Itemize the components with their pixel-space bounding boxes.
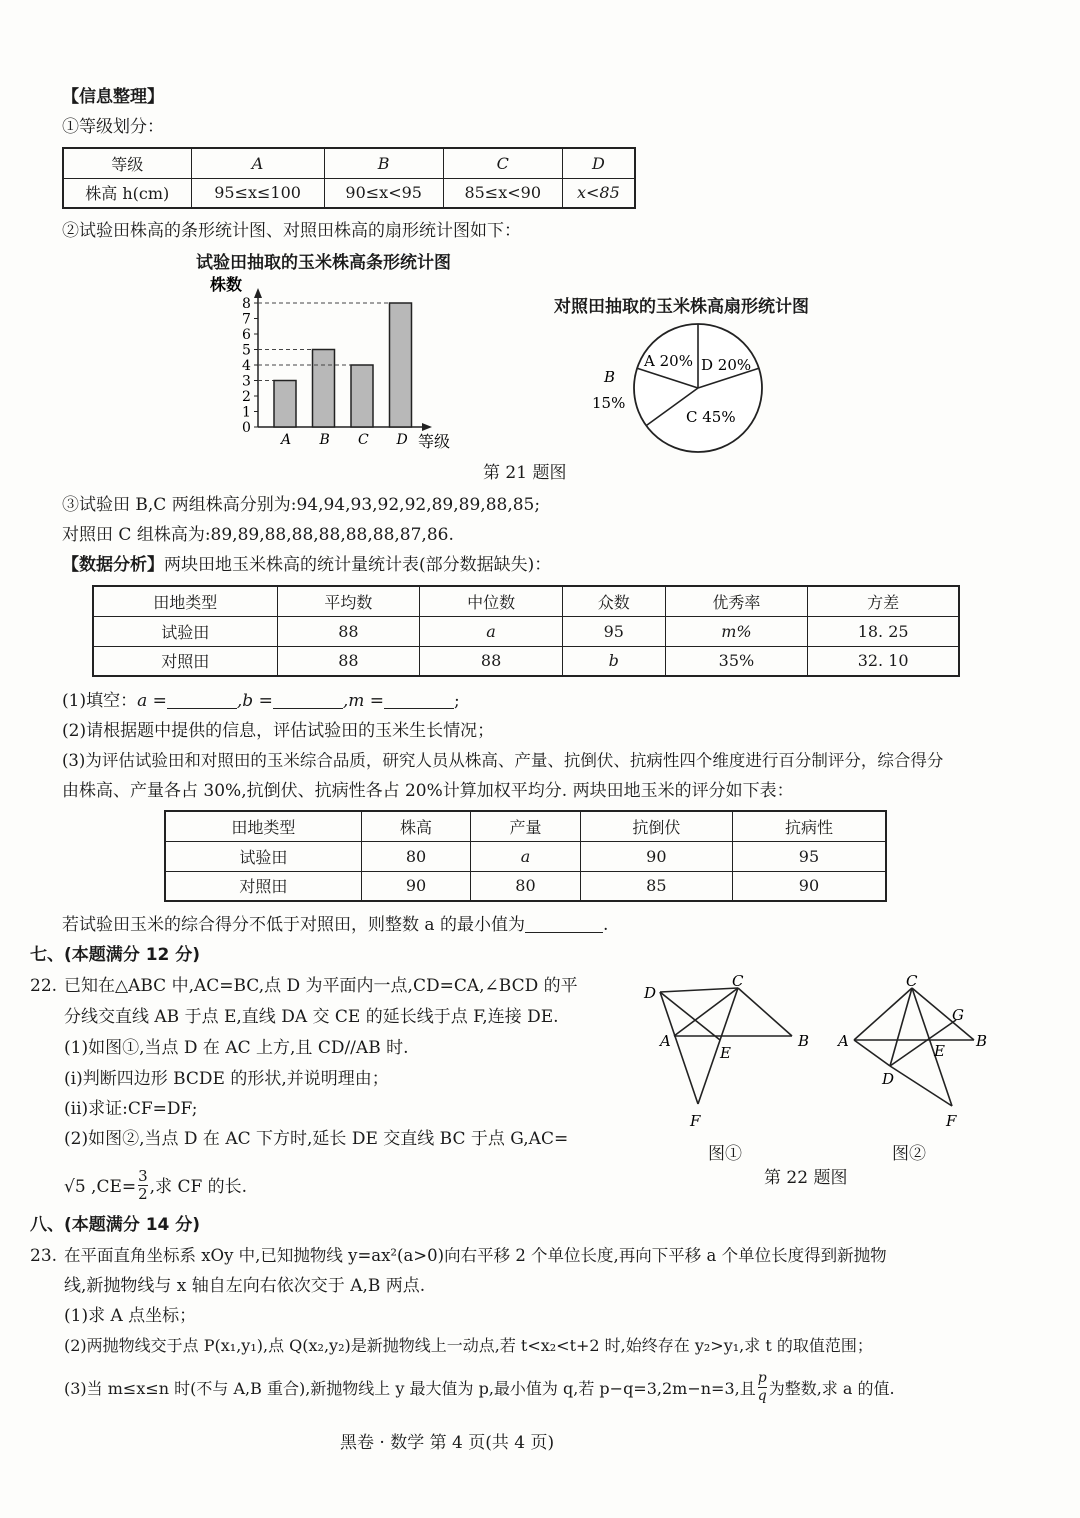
bar-chart-title: 试验田抽取的玉米株高条形统计图 [196, 253, 451, 273]
stats-table [92, 585, 960, 677]
table-row [165, 811, 886, 841]
bar-B [313, 350, 335, 428]
table-cell: 95 [732, 841, 886, 871]
y-tick-label: 3 [242, 373, 251, 390]
table-cell: 株高 h(cm) [63, 178, 191, 208]
bar-C [351, 365, 373, 427]
table-cell: 18. 25 [808, 616, 959, 646]
y-tick-label: 0 [242, 420, 251, 436]
table-cell: D [562, 148, 635, 178]
bar-chart [200, 272, 480, 462]
data-line-2: 对照田 C 组株高为:89,89,88,88,88,88,88,87,86. [62, 525, 454, 545]
question-3-line-1: (3)为评估试验田和对照田的玉米综合品质，研究人员从株高、产量、抗倒伏、抗病性四个维度进行百分制评分，综合得分 [62, 751, 944, 770]
fig2-label-G: G [952, 1006, 964, 1024]
pie-slice-label: C 45% [686, 408, 736, 426]
score-table [164, 810, 887, 902]
question-1 [62, 690, 460, 712]
table-header-cell: 平均数 [277, 586, 420, 616]
table-header-cell: 优秀率 [665, 586, 808, 616]
charts-intro: ②试验田株高的条形统计图、对照田株高的扇形统计图如下： [62, 221, 521, 241]
fig1-label-F: F [690, 1112, 701, 1130]
y-tick-label: 1 [242, 404, 251, 421]
table-cell: m% [665, 616, 808, 646]
table-row [63, 148, 635, 178]
fraction-numerator: p [757, 1370, 767, 1386]
table-cell: 90 [580, 841, 732, 871]
q1-a-label: a = [137, 691, 167, 711]
figure-1-diagram [640, 974, 820, 1134]
table-header-cell: 产量 [471, 811, 580, 841]
table-cell: 88 [277, 616, 420, 646]
figure21-caption: 第 21 题图 [483, 463, 567, 483]
bar-chart-ylabel: 株数 [210, 275, 243, 294]
answer-blank-m[interactable] [384, 693, 454, 709]
q3-tail-text: 若试验田玉米的综合得分不低于对照田，则整数 a 的最小值为 [62, 915, 525, 935]
problem-22-line-3: (1)如图①,当点 D 在 AC 上方,且 CD//AB 时. [64, 1038, 409, 1058]
pie-chart [580, 318, 780, 458]
problem-22-line-7 [64, 1167, 248, 1205]
table-cell: 试验田 [93, 616, 277, 646]
fig2-label-F: F [946, 1112, 957, 1130]
data-line-1: ③试验田 B,C 两组株高分别为:94,94,93,92,92,89,89,88,85; [62, 495, 541, 515]
y-tick-label: 6 [242, 327, 251, 343]
y-tick-label: 4 [242, 358, 251, 374]
problem-22-line-6: (2)如图②,当点 D 在 AC 下方时,延长 DE 交直线 BC 于点 G,AC= [64, 1129, 569, 1149]
table-cell: 80 [361, 841, 470, 871]
table-cell: a [420, 616, 563, 646]
table-cell: a [471, 841, 580, 871]
q1-m-label: ,m = [342, 691, 384, 711]
fig1-label-B: B [798, 1032, 810, 1050]
fig2-label-C: C [906, 974, 918, 990]
problem-22-line-4: (i)判断四边形 BCDE 的形状,并说明理由； [64, 1069, 389, 1089]
y-tick-label: 8 [242, 296, 251, 312]
page-footer: 黑卷 · 数学 第 4 页(共 4 页) [340, 1433, 555, 1453]
table-header-cell: 田地类型 [93, 586, 277, 616]
table-cell: 95≤x≤100 [191, 178, 324, 208]
fraction-denominator: 2 [138, 1185, 148, 1203]
table-header-cell: 方差 [808, 586, 959, 616]
problem-23-line-4: (2)两抛物线交于点 P(x₁,y₁),点 Q(x₂,y₂)是新抛物线上一动点,若 t<x₂<t+2 时,始终存在 y₂>y₁,求 t 的取值范围； [64, 1336, 873, 1355]
figure-2-diagram [834, 974, 994, 1134]
table-cell: C [443, 148, 562, 178]
table-cell: 90≤x<95 [324, 178, 443, 208]
table-header-cell: 众数 [562, 586, 665, 616]
table-cell: 90 [361, 871, 470, 901]
grade-table [62, 147, 636, 209]
problem-22-line-5: (ii)求证:CF=DF; [64, 1099, 198, 1119]
fig2-label-D: D [882, 1070, 895, 1088]
fraction-denominator: q [757, 1388, 767, 1404]
x-axis-arrow [422, 423, 432, 431]
problem-23-line-3: (1)求 A 点坐标； [64, 1306, 197, 1326]
q1-b-label: ,b = [236, 691, 273, 711]
table-cell: 对照田 [93, 646, 277, 676]
bar-chart-xlabel: 等级 [418, 432, 451, 451]
question-3-line-2: 由株高、产量各占 30%,抗倒伏、抗病性各占 20%计算加权平均分. 两块田地玉米的评分如下表： [62, 781, 794, 801]
problem-23-line-1: 在平面直角坐标系 xOy 中,已知抛物线 y=ax²(a>0)向右平移 2 个单位长度,再向下平移 a 个单位长度得到新抛物 [64, 1246, 887, 1265]
table-cell: 85≤x<90 [443, 178, 562, 208]
table-cell: 88 [420, 646, 563, 676]
bar-D [390, 303, 412, 427]
table-row [93, 646, 959, 676]
answer-blank-b[interactable] [273, 693, 343, 709]
bar-A [274, 381, 296, 428]
table-cell: 32. 10 [808, 646, 959, 676]
x-tick-label: C [358, 432, 369, 448]
fig1-label-C: C [732, 974, 744, 990]
fraction-numerator: 3 [138, 1167, 148, 1185]
figure22-caption: 第 22 题图 [764, 1168, 848, 1188]
table-header-cell: 抗病性 [732, 811, 886, 841]
y-tick-label: 2 [242, 389, 251, 405]
table-cell: 试验田 [165, 841, 361, 871]
pie-slice-label: D 20% [701, 356, 752, 374]
fig1-label-D: D [644, 984, 657, 1002]
p23-line5-start: (3)当 m≤x≤n 时(不与 A,B 重合),新抛物线上 y 最大值为 p,最小值为 q,若 p−q=3,2m−n=3,且 [64, 1379, 756, 1398]
question-2: (2)请根据题中提供的信息，评估试验田的玉米生长情况； [62, 721, 495, 741]
analysis-header: 【数据分析】 [62, 555, 164, 575]
problem-23-line-5 [64, 1372, 895, 1407]
q1-prefix: (1)填空： [62, 691, 138, 711]
table-cell: 35% [665, 646, 808, 676]
table-cell: x<85 [562, 178, 635, 208]
question-3-tail [62, 914, 608, 936]
fraction-3-2 [138, 1168, 148, 1203]
table-row [165, 871, 886, 901]
table-header-cell: 田地类型 [165, 811, 361, 841]
problem-23-line-2: 线,新抛物线与 x 轴自左向右依次交于 A,B 两点. [64, 1276, 426, 1296]
problem-23-number: 23. [30, 1246, 58, 1266]
x-tick-label: B [319, 432, 330, 448]
table-cell: 85 [580, 871, 732, 901]
answer-blank-min-a[interactable] [525, 917, 603, 933]
fraction-p-q [758, 1370, 767, 1405]
pie-chart-title: 对照田抽取的玉米株高扇形统计图 [554, 297, 809, 317]
y-tick-label: 7 [242, 311, 251, 328]
x-tick-label: D [396, 432, 408, 448]
pie-slice-sublabel: 15% [592, 394, 626, 412]
figure-1-caption: 图① [708, 1144, 742, 1164]
fig2-label-E: E [934, 1042, 945, 1060]
problem-22-line-1: 已知在△ABC 中,AC=BC,点 D 为平面内一点,CD=CA,∠BCD 的平 [64, 976, 578, 996]
info-header: 【信息整理】 [62, 87, 164, 107]
answer-blank-a[interactable] [167, 693, 237, 709]
table-cell: A [191, 148, 324, 178]
table-row [165, 841, 886, 871]
analysis-text: 两块田地玉米株高的统计量统计表(部分数据缺失)： [164, 555, 552, 575]
table-header-cell: 中位数 [420, 586, 563, 616]
y-tick-label: 5 [242, 342, 251, 359]
fig2-label-B: B [976, 1032, 988, 1050]
pie-slice-label: B [604, 368, 616, 386]
table-cell: 88 [277, 646, 420, 676]
pie-slice-label: A 20% [644, 352, 693, 370]
table-header-cell: 株高 [361, 811, 470, 841]
table-row [93, 586, 959, 616]
table-cell: b [562, 646, 665, 676]
figure-2-caption: 图② [892, 1144, 926, 1164]
section-8-header: 八、(本题满分 14 分) [30, 1215, 201, 1235]
section-7-header: 七、(本题满分 12 分) [30, 945, 201, 965]
analysis-line [62, 554, 551, 576]
table-row [93, 616, 959, 646]
table-cell: 95 [562, 616, 665, 646]
table-cell: 等级 [63, 148, 191, 178]
y-axis-arrow [254, 288, 262, 298]
table-cell: 90 [732, 871, 886, 901]
fig1-label-A: A [660, 1032, 671, 1050]
fig2-label-A: A [838, 1032, 849, 1050]
table-header-cell: 抗倒伏 [580, 811, 732, 841]
grade-intro: ①等级划分： [62, 117, 164, 137]
q1-end: ; [454, 691, 460, 711]
problem-22-line-2: 分线交直线 AB 于点 E,直线 DA 交 CE 的延长线于点 F,连接 DE. [64, 1007, 559, 1027]
table-cell: 对照田 [165, 871, 361, 901]
p22-line7-end: ,求 CF 的长. [149, 1177, 248, 1197]
fig1-label-E: E [720, 1044, 731, 1062]
problem-22-number: 22. [30, 976, 58, 996]
table-cell: B [324, 148, 443, 178]
table-row [63, 178, 635, 208]
x-tick-label: A [281, 432, 292, 448]
p22-line7-start: √5 ,CE= [64, 1177, 137, 1197]
table-cell: 80 [471, 871, 580, 901]
p23-line5-end: 为整数,求 a 的值. [768, 1379, 895, 1398]
q3-tail-end: . [602, 915, 609, 935]
